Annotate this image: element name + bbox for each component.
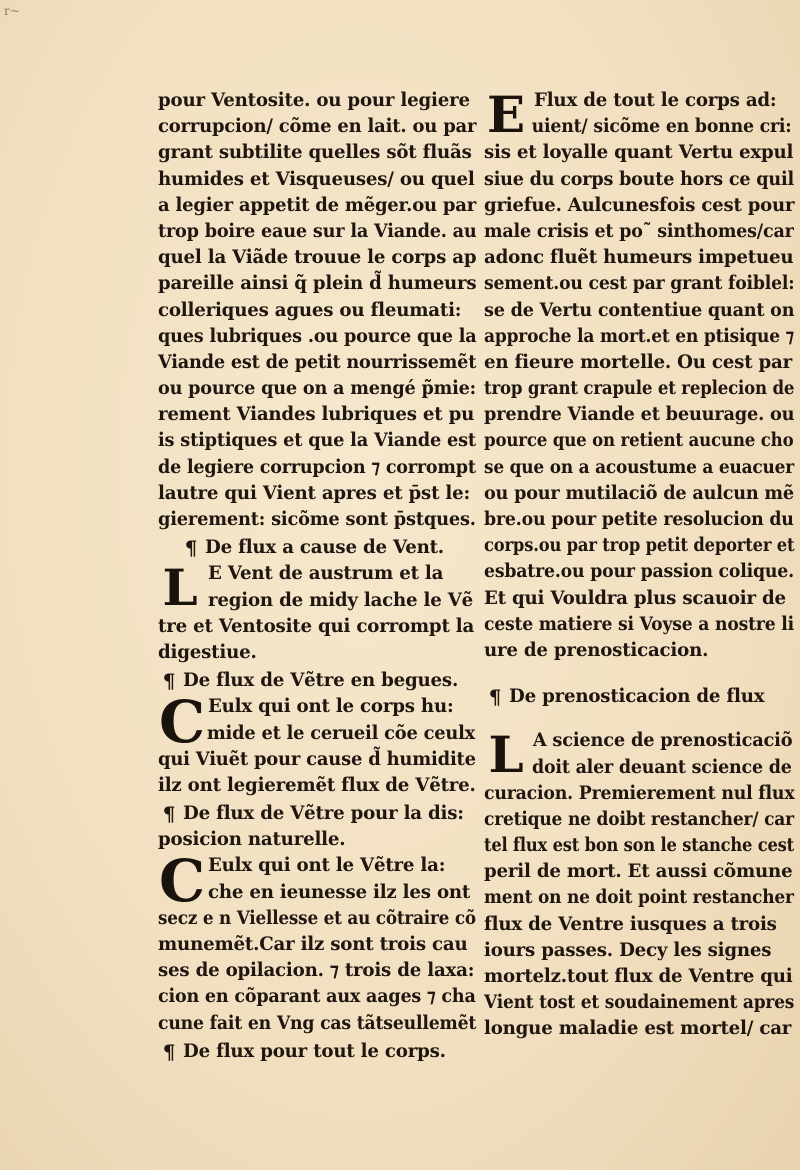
paragraph-with-initial xyxy=(158,558,476,618)
text-line: en fieure mortelle. Ou cest par xyxy=(484,351,793,373)
text-line: munemẽt.Car ilz sont trois cau xyxy=(158,934,468,955)
left-column xyxy=(158,88,476,1065)
text-line: doit aler deuant science de xyxy=(531,756,792,778)
text-line: tel flux est bon son le stanche cest xyxy=(484,835,794,857)
text-line: Viande est de petit nourrissemẽt xyxy=(158,351,477,373)
text-line: peril de mort. Et aussi cõmune xyxy=(484,861,793,883)
text-line: Flux de tout le corps ad: xyxy=(534,90,777,111)
text-line: region de midy lache le Vẽ xyxy=(208,589,474,611)
text-line: mide et le cerueil cõe ceulx xyxy=(206,722,476,744)
text-line: posicion naturelle. xyxy=(158,829,346,851)
left-block-1 xyxy=(158,88,476,533)
text-line: Et qui Vouldra plus scauoir de xyxy=(484,587,786,609)
text-line: se de Vertu contentiue quant on xyxy=(484,299,795,321)
text-line: iours passes. Decy les signes xyxy=(484,939,772,961)
text-line: ou pource que on a mengé p̃mie: xyxy=(158,378,476,400)
paragraph-with-initial xyxy=(158,847,476,916)
text-line: corrupcion/ cõme en lait. ou par xyxy=(158,116,477,138)
text-line: curacion. Premierement nul flux xyxy=(484,782,795,804)
text-line: bre.ou pour petite resolucion du xyxy=(484,509,794,530)
text-line: qui Viuẽt pour cause d̃ humidite xyxy=(158,748,476,770)
right-column xyxy=(484,85,795,1043)
decorated-initial: C xyxy=(159,688,205,757)
text-line: trop grant crapule et replecion de xyxy=(484,378,795,400)
pilcrow-icon: ¶ xyxy=(162,1039,176,1064)
text-line: de legiere corrupcion ⁊ corrompt xyxy=(158,456,476,478)
text-line: esbatre.ou pour passion colique. xyxy=(484,561,794,583)
text-line: approche la mort.et en ptisique ⁊ xyxy=(484,325,794,347)
text-line: is stiptiques et que la Viande est xyxy=(158,430,476,452)
text-line: sement.ou cest par grant foiblel: xyxy=(484,273,795,295)
text-line: trop boire eaue sur la Viande. au xyxy=(158,220,477,242)
text-line: uient/ sicõme en bonne cri: xyxy=(531,116,792,138)
text-line: Eulx qui ont le corps hu: xyxy=(208,696,454,718)
text-line: cion en cõparant aux aages ⁊ cha xyxy=(158,986,476,1008)
section-heading-text: De prenosticacion de flux xyxy=(509,686,765,708)
text-line: mortelz.tout flux de Ventre qui xyxy=(484,966,793,987)
text-line: se que on a acoustume a euacuer xyxy=(484,456,794,478)
section-heading-text: De flux de Vẽtre pour la dis: xyxy=(183,803,464,825)
text-line: digestiue. xyxy=(158,641,257,663)
text-line: grant subtilite quelles sõt fluãs xyxy=(158,142,472,164)
text-line: prendre Viande et beuurage. ou xyxy=(484,404,795,426)
decorated-initial: C xyxy=(159,847,205,916)
text-line: a legier appetit de mẽger.ou par xyxy=(158,194,477,216)
spacer xyxy=(484,710,794,728)
pilcrow-icon: ¶ xyxy=(488,685,502,710)
text-line: secz e n Viellesse et au cõtraire cõ xyxy=(158,907,476,929)
decorated-initial: L xyxy=(488,725,524,785)
text-line: sis et loyalle quant Vertu expul xyxy=(484,142,794,164)
text-line: tre et Ventosite qui corrompt la xyxy=(158,615,475,637)
corner-mark: r~ xyxy=(4,4,20,18)
text-line: quel la Viãde trouue le corps ap xyxy=(158,247,477,269)
paragraph-with-initial xyxy=(484,725,794,785)
text-line: ilz ont legieremẽt flux de Vẽtre. xyxy=(158,774,476,796)
text-line: gierement: sicõme sont p̄stques. xyxy=(158,509,476,530)
section-heading xyxy=(158,801,476,827)
section-heading xyxy=(158,1039,476,1065)
text-line: griefue. Aulcunesfois cest pour xyxy=(484,194,795,216)
text-line: rement Viandes lubriques et pu xyxy=(158,404,475,426)
section-heading xyxy=(484,684,794,710)
text-line: ment on ne doit point restancher xyxy=(484,887,794,909)
decorated-initial: L xyxy=(162,558,198,618)
text-line: corps.ou par trop petit deporter et xyxy=(484,535,795,557)
text-line: che en ieunesse ilz les ont xyxy=(208,881,471,903)
section-heading-text: De flux de Vẽtre en begues. xyxy=(183,670,459,692)
section-heading-text: De flux a cause de Vent. xyxy=(205,537,444,559)
pilcrow-icon: ¶ xyxy=(162,802,176,827)
text-line: Vient tost et soudainement apres xyxy=(484,992,795,1014)
text-line: cune fait en Vng cas tãtseullemẽt xyxy=(158,1012,477,1034)
text-line: A science de prenosticaciõ xyxy=(532,730,793,752)
text-line: pour Ventosite. ou pour legiere xyxy=(158,90,470,111)
text-line: siue du corps boute hors ce quil xyxy=(484,168,794,190)
section-heading xyxy=(158,668,476,694)
text-line: humides et Visqueuses/ ou quel xyxy=(158,168,475,190)
paragraph-with-initial xyxy=(484,85,794,144)
text-line: pareille ainsi q̃ plein d̃ humeurs xyxy=(158,273,477,295)
text-line: ses de opilacion. ⁊ trois de laxa: xyxy=(158,960,475,982)
spacer xyxy=(484,664,794,682)
text-line: ques lubriques .ou pource que la xyxy=(158,325,477,347)
text-line: longue maladie est mortel/ car xyxy=(484,1018,792,1040)
pilcrow-icon: ¶ xyxy=(162,669,176,694)
text-line: adonc fluẽt humeurs impetueu xyxy=(484,247,794,269)
text-line: flux de Ventre iusques a trois xyxy=(484,913,777,935)
text-line: colleriques agues ou fleumati: xyxy=(158,299,462,321)
text-line: male crisis et po˜ sinthomes/car xyxy=(484,220,794,242)
pilcrow-icon: ¶ xyxy=(184,536,198,561)
text-line: ou pour mutilaciõ de aulcun mẽ xyxy=(484,482,794,504)
text-line: Eulx qui ont le Vẽtre la: xyxy=(208,855,446,877)
text-line: pource que on retient aucune cho xyxy=(484,430,794,452)
decorated-initial: E xyxy=(487,85,525,144)
paragraph-with-initial xyxy=(158,688,476,757)
text-line: E Vent de austrum et la xyxy=(208,563,444,585)
section-heading xyxy=(158,535,476,561)
text-line: ure de prenosticacion. xyxy=(484,639,709,661)
text-line: cretique ne doibt restancher/ car xyxy=(484,808,794,830)
text-line: lautre qui Vient apres et p̄st le: xyxy=(158,482,471,504)
text-line: ceste matiere si Voyse a nostre li xyxy=(484,613,794,635)
section-heading-text: De flux pour tout le corps. xyxy=(183,1040,446,1062)
